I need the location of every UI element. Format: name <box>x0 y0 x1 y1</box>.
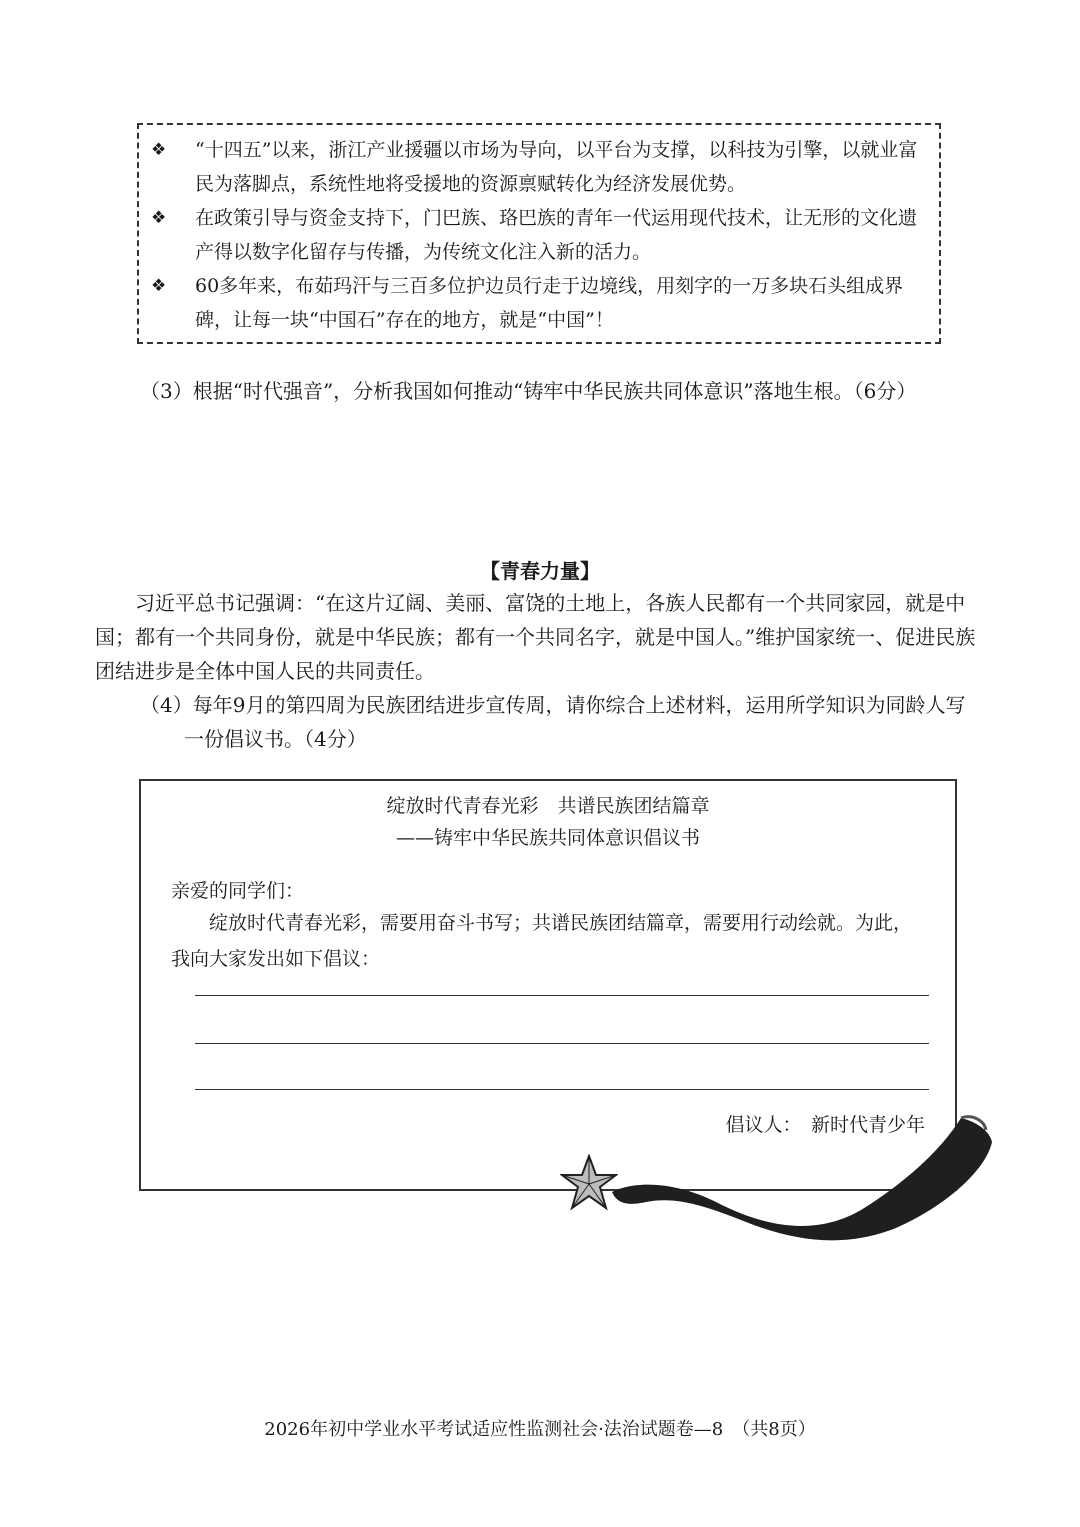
proposal-greeting: 亲爱的同学们： <box>171 880 305 902</box>
quote-paragraph: 习近平总书记强调：“在这片辽阔、美丽、富饶的土地上，各族人民都有一个共同家园，就是中国；都有一个共同身份，就是中华民族；都有一个共同名字，就是中国人。”维护国家统一、促进民族团结进步是全体中国人民的共同责任。 <box>95 591 976 683</box>
question-4-line-1: （4）每年9月的第四周为民族团结进步宣传周，请你综合上述材料，运用所学知识为同龄人写 <box>140 693 966 717</box>
material-text: 在政策引导与资金支持下，门巴族、珞巴族的青年一代运用现代技术，让无形的文化遗产得以数字化留存与传播，为传统文化注入新的活力。 <box>195 207 918 263</box>
answer-line <box>195 1089 929 1090</box>
material-text: 60多年来，布茹玛汗与三百多位护边员行走于边境线，用刻字的一万多块石头组成界碑，让每一块“中国石”存在的地方，就是“中国”！ <box>195 275 904 331</box>
diamond-bullet-icon: ❖ <box>151 140 167 160</box>
ribbon-icon <box>606 1110 996 1250</box>
answer-line <box>195 995 929 996</box>
diamond-bullet-icon: ❖ <box>151 276 167 296</box>
materials-box <box>137 123 941 344</box>
page-footer: 2026年初中学业水平考试适应性监测社会·法治试题卷—8 （共8页） <box>264 1419 816 1440</box>
question-3: （3）根据“时代强音”，分析我国如何推动“铸牢中华民族共同体意识”落地生根。（6分） <box>140 379 917 403</box>
section-heading: 【青春力量】 <box>480 559 600 583</box>
proposal-subtitle: ——铸牢中华民族共同体意识倡议书 <box>395 827 700 849</box>
diamond-bullet-icon: ❖ <box>151 208 167 228</box>
proposal-title: 绽放时代青春光彩 共谱民族团结篇章 <box>386 795 710 817</box>
material-text: “十四五”以来，浙江产业援疆以市场为导向，以平台为支撑，以科技为引擎，以就业富民为落脚点，系统性地将受援地的资源禀赋转化为经济发展优势。 <box>195 139 918 195</box>
question-4-line-2: 一份倡议书。（4分） <box>184 727 367 751</box>
proposal-body: 绽放时代青春光彩，需要用奋斗书写；共谱民族团结篇章，需要用行动绘就。为此，我向大家发出如下倡议： <box>171 912 913 970</box>
answer-line <box>195 1043 929 1044</box>
proposal-signature: 倡议人： 新时代青少年 <box>725 1114 925 1136</box>
